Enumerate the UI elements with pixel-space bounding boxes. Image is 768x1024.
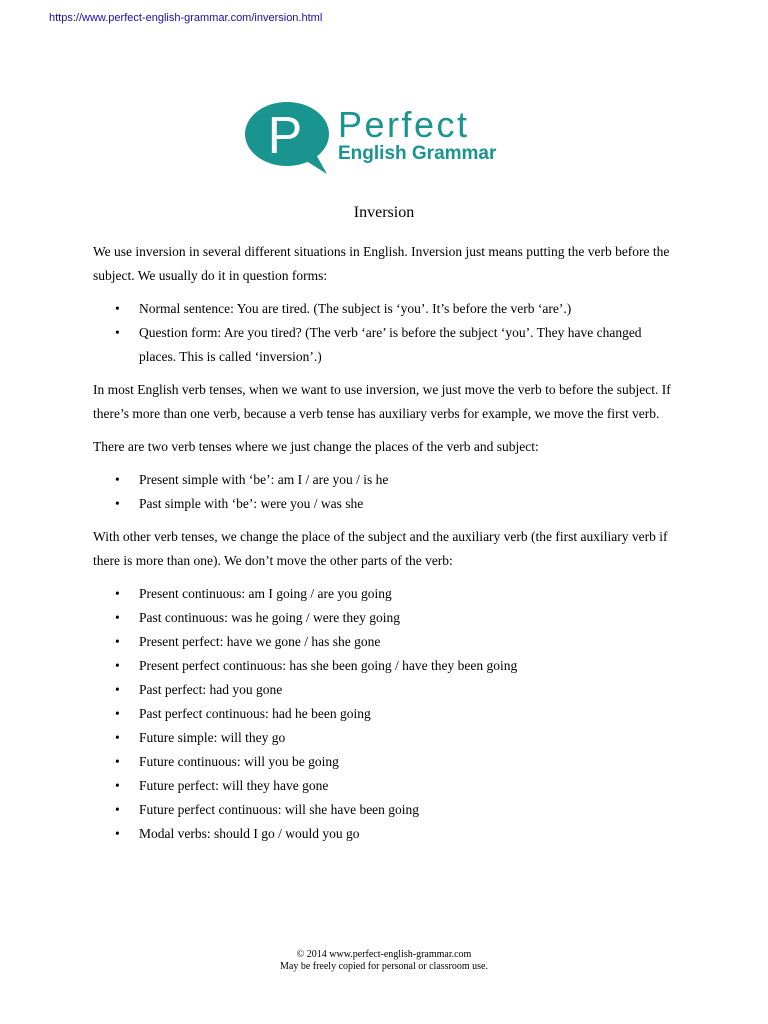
list-item: • Future perfect continuous: will she have been going (93, 798, 678, 822)
paragraph-intro: We use inversion in several different situations in English. Inversion just means putting the verb before the subject. We usually do it in question forms: (93, 244, 670, 283)
list-item: • Present perfect: have we gone / has she gone (93, 630, 678, 654)
list-item: • Past perfect continuous: had he been going (93, 702, 678, 726)
question-form-examples-list (93, 297, 678, 369)
perfect-english-grammar-logo (244, 101, 534, 177)
list-item: • Future continuous: will you be going (93, 750, 678, 774)
paragraph-other-tenses: With other verb tenses, we change the place of the subject and the auxiliary verb (the first auxiliary verb if there is more than one). We don’t move the other parts of the verb: (93, 529, 668, 568)
paragraph-two-tenses: There are two verb tenses where we just change the places of the verb and subject: (93, 439, 539, 454)
logo-text-perfect: Perfect (338, 104, 470, 145)
page-footer (0, 949, 768, 973)
page-url-link[interactable]: https://www.perfect-english-grammar.com/inversion.html (49, 12, 323, 24)
copyright-text: © 2014 www.perfect-english-grammar.com (296, 949, 472, 960)
list-item: • Past continuous: was he going / were they going (93, 606, 678, 630)
be-tenses-list (93, 468, 678, 516)
paragraph-verb-tenses: In most English verb tenses, when we want to use inversion, we just move the verb to before the subject. If there’s more than one verb, because a verb tense has auxiliary verbs for example, we move the first verb. (93, 382, 671, 421)
page-title: Inversion (353, 204, 415, 221)
list-item: • Modal verbs: should I go / would you go (93, 822, 678, 846)
usage-note: May be freely copied for personal or classroom use. (280, 961, 488, 972)
list-item: • Present continuous: am I going / are you going (93, 582, 678, 606)
logo-text-english-grammar: English Grammar (338, 143, 497, 164)
article-body (93, 240, 678, 855)
auxiliary-tenses-list (93, 582, 678, 846)
logo-letter: P (267, 107, 303, 165)
list-item: • Past perfect: had you gone (93, 678, 678, 702)
list-item: • Future simple: will they go (93, 726, 678, 750)
speech-bubble-icon (244, 101, 334, 177)
list-item: • Normal sentence: You are tired. (The subject is ‘you’. It’s before the verb ‘are’.) (93, 297, 678, 321)
list-item: • Present simple with ‘be’: am I / are you / is he (93, 468, 678, 492)
list-item: • Future perfect: will they have gone (93, 774, 678, 798)
list-item: • Past simple with ‘be’: were you / was she (93, 492, 678, 516)
list-item: • Present perfect continuous: has she been going / have they been going (93, 654, 678, 678)
list-item: • Question form: Are you tired? (The verb ‘are’ is before the subject ‘you’. They have changed places. This is called ‘inversion’.) (93, 321, 678, 369)
